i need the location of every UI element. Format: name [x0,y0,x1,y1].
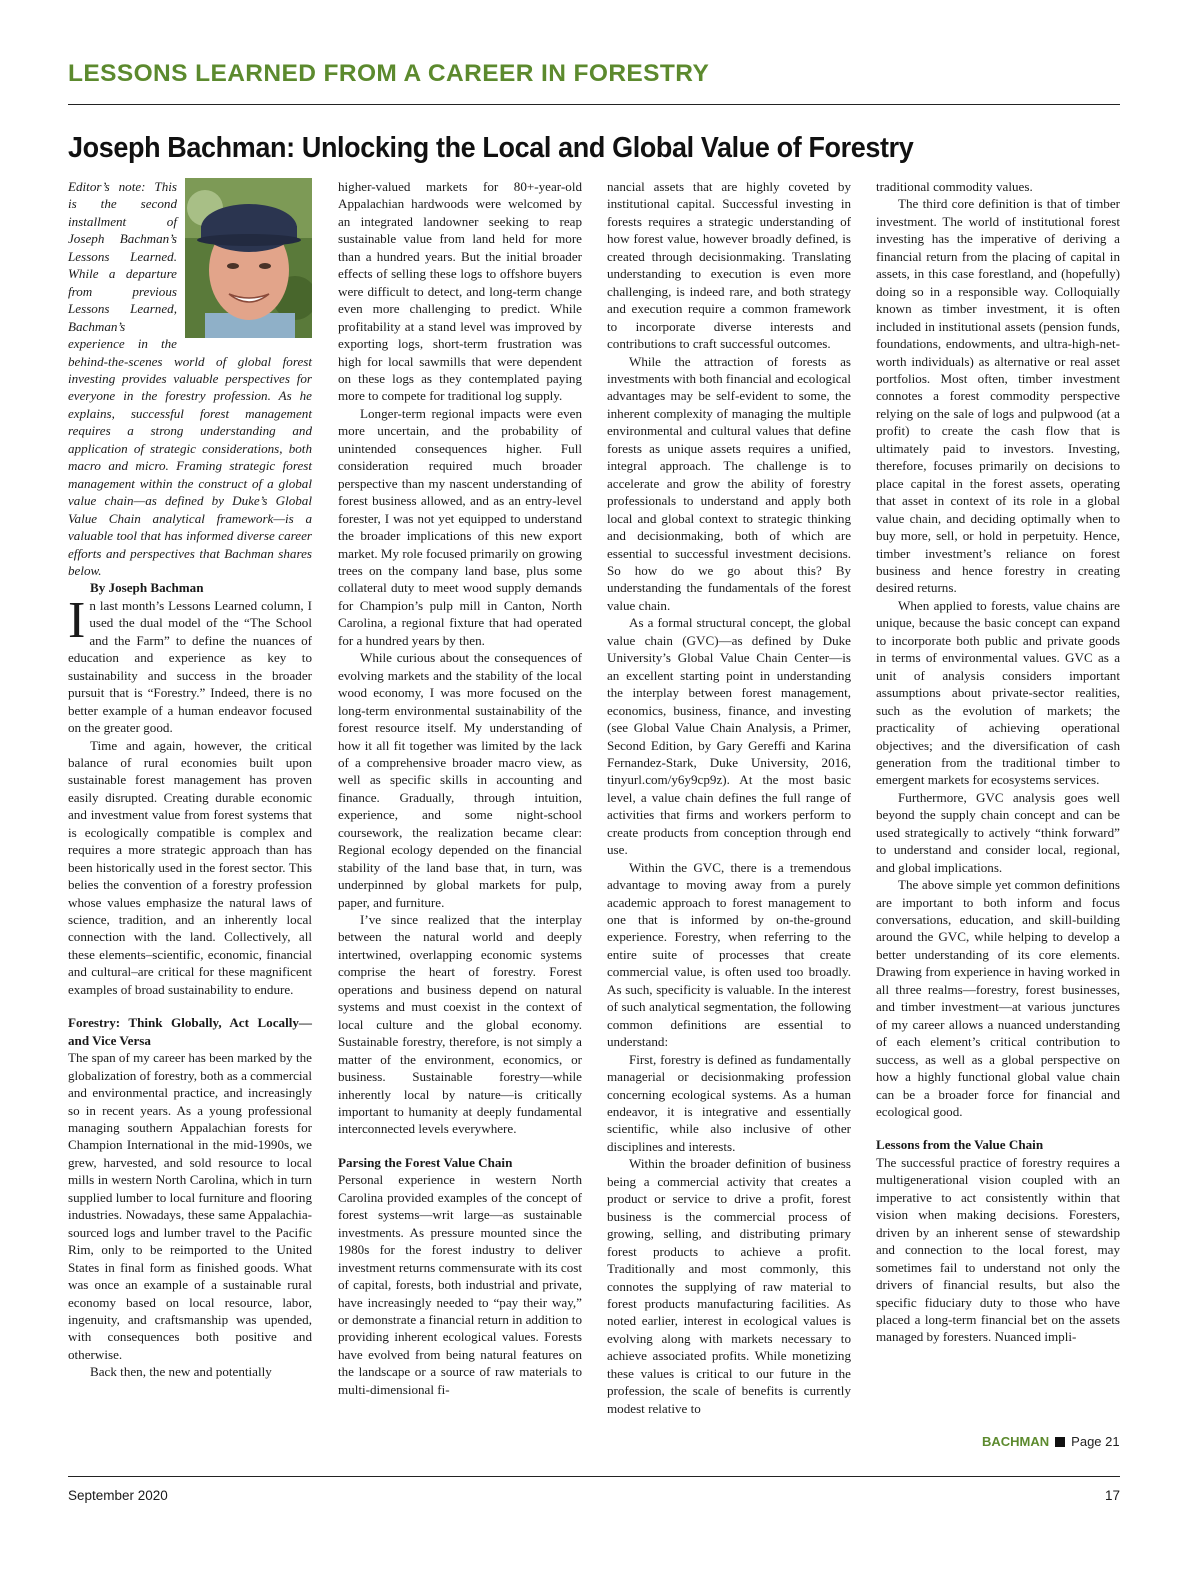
column-3 [607,178,851,1417]
body-paragraph: Within the broader definition of business being a commercial activity that creates a product or service to drive a profit, forest business is the commercial process of growing, selling, and distributing primary forest products to achieve a profit. Traditionally and most commonly, this connotes the supplying of raw material to forest products manufacturing facilities. As noted earlier, interest in ecological values is evolving along with markets necessary to achieve associated profits. While monetizing these values is critical to our future in the profession, the scale of benefits is currently modest relative to [607,1156,851,1416]
column-2 [338,178,582,1398]
byline: By Joseph Bachman [90,580,204,596]
body-paragraph: The successful practice of forestry requires a multigenerational vision coupled with an imperative to act consistently within that vision when making decisions. Foresters, driven by an inherent sense of stewardship and connection to the local forest, may sometimes fail to understand not only the drivers of financial results, but also the specific fiduciary duty to those who have placed a long-term financial bet on the assets managed by foresters. Nuanced impli- [876,1154,1120,1345]
continued-name: BACHMAN [982,1434,1050,1449]
subhead-lessons-value-chain: Lessons from the Value Chain [876,1137,1044,1153]
continued-jump-link[interactable] [982,1434,1120,1449]
header-rule [68,104,1120,105]
body-paragraph: As a formal structural concept, the global value chain (GVC)—as defined by Duke University’s Global Value Chain Center—is an excellent starting point in understanding the interplay between forest management, economics, business, finance, and investing (see Global Value Chain Analysis, a Primer, Second Edition, by Gary Gereffi and Karina Fernandez-Stark, Duke University, 2016, tinyurl.com/y6y9cp9z). At the most basic level, a value chain defines the full range of activities that firms and workers perform to create products from conception through end use. [607,615,851,858]
body-paragraph: When applied to forests, value chains are unique, because the basic concept can expand to incorporate both public and private goods in terms of environmental values. GVC as a unit of analysis considers important assumptions about private-sector realities, such as the evolution of markets; the practicality of achieving operational objectives; and the diversification of cash generation from the traditional timber to emergent markets for ecosystems services. [876,597,1120,788]
body-paragraph: Personal experience in western North Carolina provided examples of the concept of forest systems—writ large—as sustainable investments. As pressure mounted since the 1980s for the forest industry to deliver investment returns commensurate with its cost of capital, forests, both industrial and private, have increasingly needed to “pay their way,” or demonstrate a financial return in addition to providing inherent ecological values. Forests have evolved from being natural features on the landscape or a source of raw materials to multi-dimensional fi- [338,1172,582,1397]
author-portrait-icon [185,178,312,338]
column-1 [68,178,312,1381]
article-headline: Joseph Bachman: Unlocking the Local and Global Value of Forestry [68,132,914,164]
intro-text: n last month’s Lessons Learned column, I used the dual model of the “The School and the Farm” to define the nuances of education and experience as key to sustainability and success in the broader pursuit that is “Forestry.” Indeed, there is no better example of a human endeavor focused on the greater good. [68,597,312,736]
body-paragraph: Time and again, however, the critical balance of rural economies built upon sustainable forest management has proven easily disrupted. Creating durable economic and investment value from forest systems that is ecologically compatible is complex and requires a more strategic approach than has been historically used in the forest sector. This belies the convention of a forestry profession whose values emphasize the natural laws of science, tradition, and an inherently local connection with the land. Collectively, all these elements–scientific, economic, financial and cultural–are critical for these magnificent examples of broad sustainability to endure. [68,737,312,997]
body-paragraph: First, forestry is defined as fundamentally managerial or decisionmaking profession concerning ecological systems. As a human endeavor, it is integrative and essentially scientific, while also inclusive of other disciplines and interests. [607,1051,851,1154]
body-paragraph: higher-valued markets for 80+-year-old Appalachian hardwoods were welcomed by an integrated landowner seeking to reap sustainable value from land held for more than a hundred years. But the initial broader effects of selling these logs to offshore buyers were difficult to detect, and long-term change even more challenging to predict. While profitability at a stand level was improved by exporting logs, short-term frustration was high for local sawmills that were dependent on these logs as they contemplated paying more to compete for traditional log supply. [338,179,582,404]
square-icon [1055,1437,1065,1447]
footer-page-number: 17 [1104,1488,1120,1503]
body-paragraph: I’ve since realized that the interplay between the natural world and deeply intertwined, overlapping economic systems comprise the heart of forestry. Forest operations and business depend on natural systems and must coexist in the context of local culture and the global economy. Sustainable forestry, therefore, is not simply a matter of the environment, economics, or business. Sustainable forestry—while inherently local by nature—is critically important to humanity at deeply fundamental interconnected levels everywhere. [338,912,582,1137]
subhead-think-globally: Forestry: Think Globally, Act Locally—and Vice Versa [68,1015,312,1048]
drop-cap: I [68,591,86,649]
intro-paragraph [68,591,312,737]
column-4 [876,178,1120,1346]
body-paragraph: nancial assets that are highly coveted by institutional capital. Successful investing in forests requires a strategic understanding of how forest value, however broadly defined, is created through decisionmaking. Translating understanding to execution is even more challenging, is indeed rare, and both strategy and execution require a common framework to incorporate diverse interests and contributions to craft successful outcomes. [607,179,851,352]
body-paragraph: While the attraction of forests as investments with both financial and ecological advantages may be self-evident to some, the inherent complexity of managing the multiple environmental and cultural values that define forests as unique assets requires a unified, integral approach. The challenge is to accelerate and grow the ability of forestry professionals to understand and apply both local and global context to strategic thinking and decisionmaking, both of which are essential to successful investment decisions. So how do we go about this? By understanding the fundamentals of the forest value chain. [607,353,851,613]
body-paragraph: The third core definition is that of timber investment. The world of institutional forest investing has the imperative of deriving a financial return from the placing of capital in assets, in this case forestland, and (hopefully) doing so in a responsible way. Colloquially known as timber investment, it is often included in institutional assets (pension funds, foundations, endowments, and ultra-high-net-worth individuals) as alternative or real asset portfolios. Most often, timber investment connotes a forest commodity perspective relying on the sale of logs and pulpwood (at a profit) to create the cash flow that is ultimately paid to investors. Investing, therefore, focuses primarily on decisions to place capital in the forest assets, operating that asset in context of its role in a global value chain, and deciding optimally when to buy more, sell, or hold in perpetuity. Hence, timber investment’s reliance on forest business and hence forestry in creating desired returns. [876,196,1120,596]
body-paragraph: The span of my career has been marked by the globalization of forestry, both as a commercial and environmental practice, and increasingly so in recent years. As a young professional managing southern Appalachian forests for Champion International in the mid-1990s, we grew, harvested, and sold resource to local mills in western North Carolina, which in turn supplied lumber to local furniture and flooring industries. Nowadays, these same Appalachia-sourced logs and lumber travel to the Pacific Rim, only to be reimported to the United States in final form as finished goods. What was once an example of a sustainable rural economy based on local resource, labor, ingenuity, and craftsmanship was upended, with consequences both positive and otherwise. [68,1050,312,1362]
body-paragraph: Back then, the new and potentially [90,1364,272,1380]
body-paragraph: Furthermore, GVC analysis goes well beyond the supply chain concept and can be used strategically to actively “think forward” to understand and consider local, regional, and global implications. [876,789,1120,875]
section-kicker: LESSONS LEARNED FROM A CAREER IN FORESTRY [68,60,710,87]
footer-rule [68,1476,1120,1477]
editors-note-text: Editor’s note: This is the second installment of Joseph Bachman’s Lessons Learned. While a departure from previous Lessons Learned, Bachman’s experience in the behind-the-scenes world of global forest investing provides valuable perspectives for everyone in the forestry profession. As he explains, successful forest management requires a strong understanding and application of strategic considerations, both macro and micro. Framing strategic forest management within the construct of a global value chain—as defined by Duke’s Global Value Chain analytical framework—is a valuable tool that has informed diverse career efforts and perspectives that Bachman shares below. [68,179,312,578]
body-paragraph: Within the GVC, there is a tremendous advantage to moving away from a purely academic approach to forest management to one that is informed by on-the-ground experience. Forestry, when referring to the entire suite of processes that create commercial value, is often used too broadly. As such, specificity is valuable. In the interest of such analytical segmentation, the following common definitions are essential to understand: [607,859,851,1050]
body-paragraph: The above simple yet common definitions are important to both inform and focus conversations, education, and skill-building around the GVC, while helping to develop a better understanding of its core elements. Drawing from experience in having worked in all three realms—forestry, forest businesses, and timber investment—at various junctures of my career allows a nuanced understanding of each element’s critical contribution to success, as well as a global perspective on how a highly functional global value chain can be a broader force for financial and ecological good. [876,877,1120,1120]
subhead-parsing-value-chain: Parsing the Forest Value Chain [338,1154,513,1170]
body-paragraph: traditional commodity values. [876,179,1033,194]
author-photo [185,178,312,338]
continued-page: Page 21 [1071,1434,1120,1449]
body-paragraph: While curious about the consequences of evolving markets and the stability of the local wood economy, I was more focused on the long-term environmental sustainability of the forest resource itself. My understanding of how it all fit together was limited by the lack of a comprehensive broader macro view, as well as specific skills in accounting and finance. Gradually, through intuition, experience, and some night-school coursework, the realization became clear: Regional ecology depended on the financial stability of the land base that, in turn, was underpinned by global markets for pulp, paper, and furniture. [338,650,582,910]
footer-date: September 2020 [68,1488,168,1503]
body-paragraph: Longer-term regional impacts were even more uncertain, and the probability of unintended consequences higher. Full consideration required much broader perspective than my nascent understanding of forest business allowed, and as an entry-level forester, I was not yet equipped to understand the broader implications of this new export market. My role focused primarily on growing trees on the company land base, plus some collateral duty to meet wood supply demands for Champion’s pulp mill in Canton, North Carolina, a regional fixture that had operated for a hundred years by then. [338,405,582,648]
